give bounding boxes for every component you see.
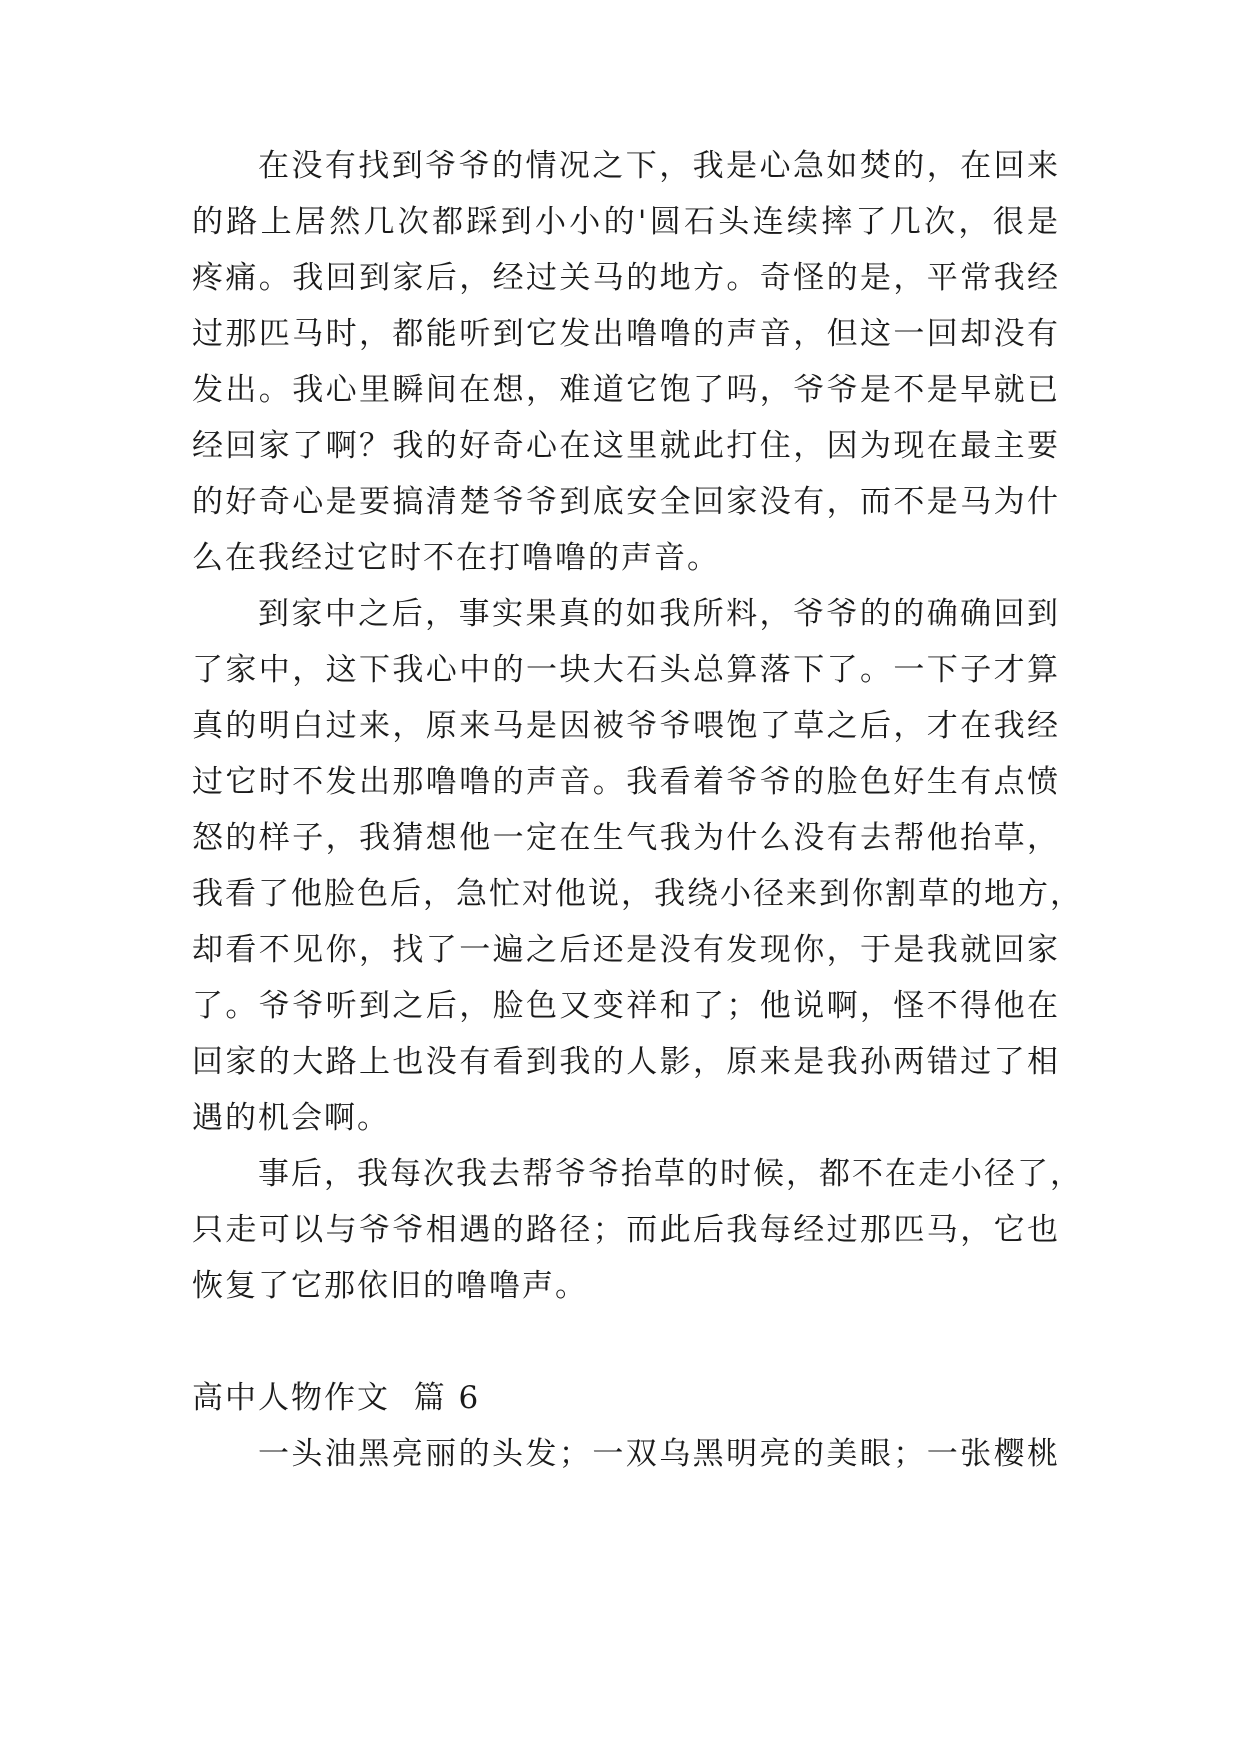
paragraph-3-line-1: 事后，我每次我去帮爷爷抬草的时候，都不在走小径了， xyxy=(258,1156,1083,1192)
paragraph-2-line-2: 了家中，这下我心中的一块大石头总算落下了。一下子才算 xyxy=(192,652,1060,688)
paragraph-3-line-2: 只走可以与爷爷相遇的路径；而此后我每经过那匹马，它也 xyxy=(192,1212,1060,1248)
paragraph-2-line-8: 了。爷爷听到之后，脸色又变祥和了；他说啊，怪不得他在 xyxy=(192,988,1060,1024)
section-heading: 高中人物作文 篇 6 xyxy=(192,1380,481,1416)
paragraph-1-line-1: 在没有找到爷爷的情况之下，我是心急如焚的，在回来 xyxy=(258,148,1060,184)
paragraph-3-line-3: 恢复了它那依旧的噜噜声。 xyxy=(192,1268,588,1304)
paragraph-1-line-3: 疼痛。我回到家后，经过关马的地方。奇怪的是，平常我经 xyxy=(192,260,1060,296)
paragraph-2-line-6: 我看了他脸色后，急忙对他说，我绕小径来到你割草的地方， xyxy=(192,876,1083,912)
paragraph-2-line-9: 回家的大路上也没有看到我的人影，原来是我孙两错过了相 xyxy=(192,1044,1060,1080)
paragraph-1-line-4: 过那匹马时，都能听到它发出噜噜的声音，但这一回却没有 xyxy=(192,316,1060,352)
paragraph-2-line-4: 过它时不发出那噜噜的声音。我看着爷爷的脸色好生有点愤 xyxy=(192,764,1060,800)
paragraph-2-line-10: 遇的机会啊。 xyxy=(192,1100,390,1136)
paragraph-1-line-8: 么在我经过它时不在打噜噜的声音。 xyxy=(192,540,720,576)
paragraph-1-line-2: 的路上居然几次都踩到小小的'圆石头连续摔了几次，很是 xyxy=(192,204,1060,240)
paragraph-1-line-6: 经回家了啊？我的好奇心在这里就此打住，因为现在最主要 xyxy=(192,428,1060,464)
paragraph-4-line-1: 一头油黑亮丽的头发；一双乌黑明亮的美眼；一张樱桃 xyxy=(258,1436,1060,1472)
paragraph-2-line-7: 却看不见你，找了一遍之后还是没有发现你，于是我就回家 xyxy=(192,932,1060,968)
paragraph-1-line-7: 的好奇心是要搞清楚爷爷到底安全回家没有，而不是马为什 xyxy=(192,484,1060,520)
paragraph-2-line-1: 到家中之后，事实果真的如我所料，爷爷的的确确回到 xyxy=(258,596,1060,632)
paragraph-1-line-5: 发出。我心里瞬间在想，难道它饱了吗，爷爷是不是早就已 xyxy=(192,372,1060,408)
paragraph-2-line-3: 真的明白过来，原来马是因被爷爷喂饱了草之后，才在我经 xyxy=(192,708,1060,744)
paragraph-2-line-5: 怒的样子，我猜想他一定在生气我为什么没有去帮他抬草， xyxy=(192,820,1060,856)
